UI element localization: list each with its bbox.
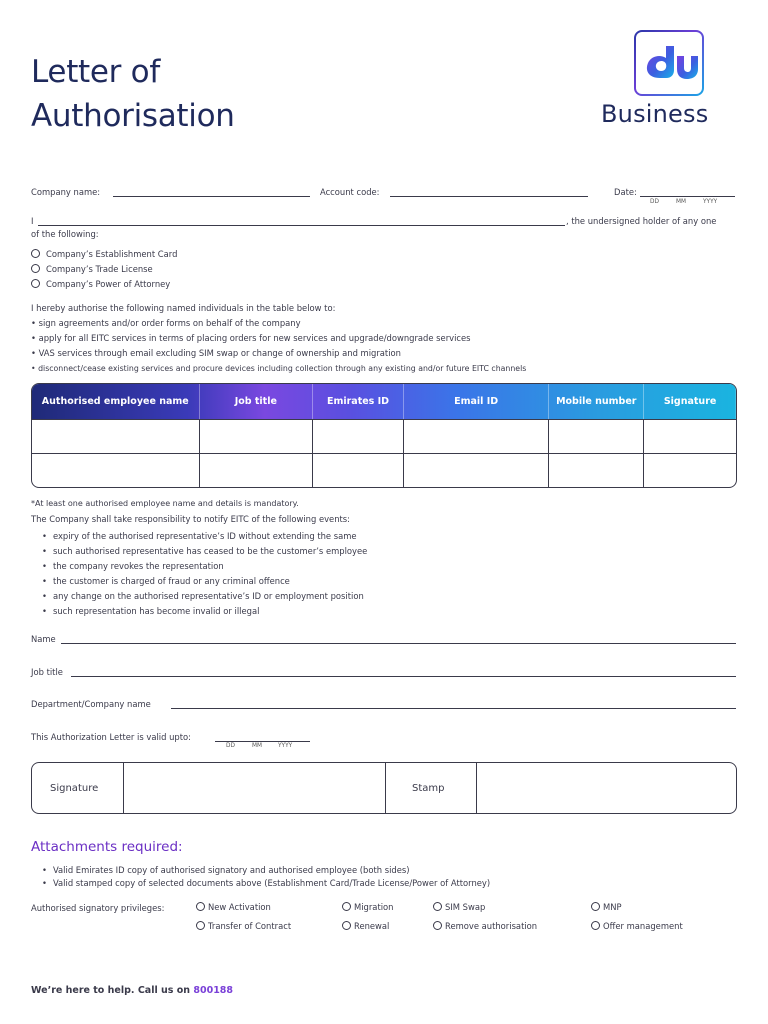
- undersigned-text-cont: of the following:: [31, 229, 99, 239]
- department-label: Department/Company name: [31, 699, 151, 709]
- cell-mobile-number[interactable]: [549, 419, 644, 453]
- privilege-sim-swap[interactable]: SIM Swap: [433, 902, 485, 912]
- signature-label: Signature: [50, 783, 99, 794]
- attachments-list: [42, 864, 490, 890]
- option-power-of-attorney[interactable]: Company’s Power of Attorney: [31, 279, 170, 289]
- header-employee-name: Authorised employee name: [32, 384, 200, 419]
- stamp-area[interactable]: [477, 763, 736, 813]
- cell-email-id[interactable]: [404, 419, 549, 453]
- signature-stamp-box: [31, 762, 737, 814]
- radio-circle-icon[interactable]: [591, 902, 600, 911]
- list-item: • Valid stamped copy of selected documents above (Establishment Card/Trade License/Power of Attorney): [42, 877, 490, 890]
- privilege-remove-authorisation[interactable]: Remove authorisation: [433, 921, 537, 931]
- valid-upto-label: This Authorization Letter is valid upto:: [31, 732, 191, 742]
- privilege-mnp[interactable]: MNP: [591, 902, 622, 912]
- footer-help: [31, 985, 233, 996]
- header-job-title: Job title: [200, 384, 314, 419]
- table-row: [32, 419, 736, 453]
- radio-circle-icon[interactable]: [342, 921, 351, 930]
- date-dd-hint: DD: [650, 199, 659, 205]
- du-business-logo: [600, 30, 740, 130]
- undersigned-text: , the undersigned holder of any one: [566, 216, 717, 226]
- radio-circle-icon[interactable]: [196, 921, 205, 930]
- cell-signature[interactable]: [644, 419, 736, 453]
- date-field[interactable]: [640, 196, 735, 197]
- holder-name-field[interactable]: [38, 225, 565, 226]
- page-title: [31, 50, 235, 138]
- list-item: • VAS services through email excluding SIM swap or change of ownership and migration: [31, 348, 401, 358]
- radio-circle-icon[interactable]: [196, 902, 205, 911]
- header-mobile-number: Mobile number: [549, 384, 644, 419]
- privilege-renewal[interactable]: Renewal: [342, 921, 389, 931]
- option-trade-license[interactable]: Company’s Trade License: [31, 264, 153, 274]
- list-item: • such representation has become invalid or illegal: [42, 604, 367, 619]
- radio-circle-icon[interactable]: [31, 249, 40, 258]
- cell-signature[interactable]: [644, 453, 736, 487]
- cell-job-title[interactable]: [200, 419, 314, 453]
- footer-phone-number[interactable]: 800188: [193, 985, 234, 996]
- radio-circle-icon[interactable]: [342, 902, 351, 911]
- privileges-label: Authorised signatory privileges:: [31, 903, 165, 913]
- date-mm-hint: MM: [676, 199, 687, 205]
- list-item: • any change on the authorised representative’s ID or employment position: [42, 589, 367, 604]
- cell-emirates-id[interactable]: [313, 419, 404, 453]
- footer-text: We’re here to help. Call us on: [31, 985, 191, 996]
- authorise-list: [31, 316, 526, 376]
- radio-circle-icon[interactable]: [591, 921, 600, 930]
- list-item: • the customer is charged of fraud or any criminal offence: [42, 574, 367, 589]
- header-email-id: Email ID: [404, 384, 549, 419]
- privilege-new-activation[interactable]: New Activation: [196, 902, 271, 912]
- job-title-field[interactable]: [71, 676, 736, 677]
- du-logo-mark: [634, 30, 704, 96]
- authorise-intro: I hereby authorise the following named individuals in the table below to:: [31, 303, 336, 313]
- signature-area[interactable]: [124, 763, 385, 813]
- list-item: • Valid Emirates ID copy of authorised signatory and authorised employee (both sides): [42, 864, 490, 877]
- company-name-field[interactable]: [113, 196, 310, 197]
- table-row: [32, 453, 736, 487]
- valid-upto-date-field[interactable]: [215, 741, 310, 742]
- title-line-1: Letter of: [31, 54, 160, 90]
- radio-circle-icon[interactable]: [31, 279, 40, 288]
- attachments-title: Attachments required:: [31, 839, 183, 855]
- events-intro: The Company shall take responsibility to notify EITC of the following events:: [31, 514, 350, 524]
- name-field[interactable]: [61, 643, 736, 644]
- list-item: • sign agreements and/or order forms on behalf of the company: [31, 318, 301, 328]
- list-item: • expiry of the authorised representative’s ID without extending the same: [42, 529, 367, 544]
- radio-circle-icon[interactable]: [433, 902, 442, 911]
- privilege-offer-management[interactable]: Offer management: [591, 921, 683, 931]
- job-title-label: Job title: [31, 667, 63, 677]
- list-item: • such authorised representative has ceased to be the customer’s employee: [42, 544, 367, 559]
- table-header-row: [32, 384, 736, 419]
- title-line-2: Authorisation: [31, 98, 235, 134]
- list-item: • the company revokes the representation: [42, 559, 367, 574]
- valid-yyyy-hint: YYYY: [278, 743, 293, 749]
- list-item: • apply for all EITC services in terms of placing orders for new services and upgrade/downgrade services: [31, 333, 471, 343]
- authorised-employees-table: [31, 383, 737, 488]
- option-establishment-card[interactable]: Company’s Establishment Card: [31, 249, 177, 259]
- company-name-label: Company name:: [31, 187, 101, 197]
- date-label: Date:: [614, 187, 637, 197]
- valid-mm-hint: MM: [252, 743, 263, 749]
- radio-circle-icon[interactable]: [433, 921, 442, 930]
- stamp-label: Stamp: [412, 783, 445, 794]
- valid-dd-hint: DD: [226, 743, 235, 749]
- header-emirates-id: Emirates ID: [313, 384, 404, 419]
- i-label: I: [31, 216, 34, 226]
- date-yyyy-hint: YYYY: [703, 199, 718, 205]
- cell-job-title[interactable]: [200, 453, 314, 487]
- cell-mobile-number[interactable]: [549, 453, 644, 487]
- logo-business-text: Business: [601, 100, 709, 128]
- privilege-migration[interactable]: Migration: [342, 902, 394, 912]
- du-logo-icon: [636, 32, 702, 94]
- radio-circle-icon[interactable]: [31, 264, 40, 273]
- list-item: • disconnect/cease existing services and procure devices including collection through any existing and/or future EITC channels: [31, 364, 527, 373]
- cell-employee-name[interactable]: [32, 419, 200, 453]
- cell-email-id[interactable]: [404, 453, 549, 487]
- account-code-field[interactable]: [390, 196, 588, 197]
- cell-employee-name[interactable]: [32, 453, 200, 487]
- cell-emirates-id[interactable]: [313, 453, 404, 487]
- mandatory-note: *At least one authorised employee name and details is mandatory.: [31, 499, 299, 508]
- header-signature: Signature: [663, 396, 717, 407]
- privilege-transfer-of-contract[interactable]: Transfer of Contract: [196, 921, 291, 931]
- department-field[interactable]: [171, 708, 736, 709]
- events-list: [42, 529, 367, 619]
- name-label: Name: [31, 634, 56, 644]
- account-code-label: Account code:: [320, 187, 380, 197]
